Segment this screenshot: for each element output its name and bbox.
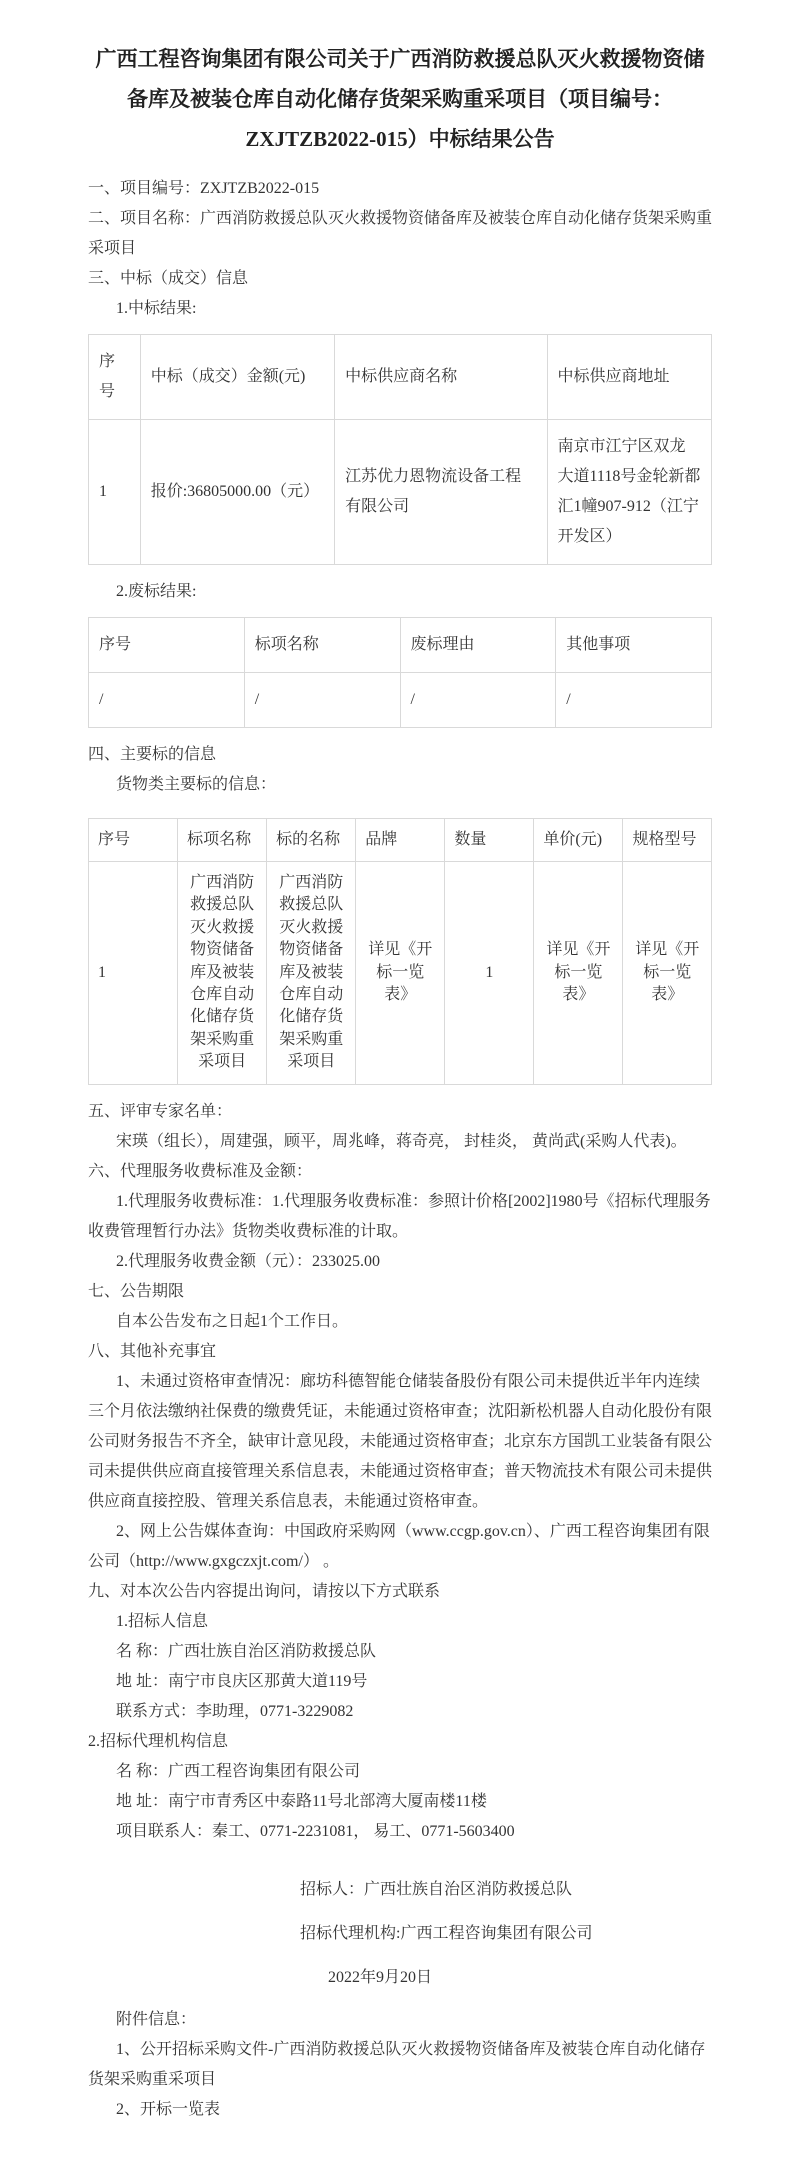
- win-header-amount: 中标（成交）金额(元): [140, 334, 334, 419]
- attachments-block: [88, 2005, 712, 2125]
- page-title-line-3: ZXJTZB2022-015）中标结果公告: [245, 126, 555, 151]
- win-cell-supplier-name: 江苏优力恩物流设备工程有限公司: [335, 419, 547, 564]
- section-experts-heading: 五、评审专家名单：: [88, 1102, 233, 1120]
- agency-info-label: 2.招标代理机构信息: [88, 1732, 229, 1750]
- goods-row: [89, 862, 712, 1085]
- win-cell-seq: 1: [89, 419, 141, 564]
- attachment-item-1: 1、公开招标采购文件-广西消防救援总队灭火救援物资储备库及被装仓库自动化储存货架采购重采项目: [88, 2040, 706, 2088]
- win-header-seq: 序号: [89, 334, 141, 419]
- fail-result-table: [88, 617, 712, 728]
- signature-block: [88, 1875, 712, 1993]
- goods-header-brand: 品牌: [356, 818, 445, 861]
- goods-header-quantity: 数量: [445, 818, 534, 861]
- purchaser-info-label: 1.招标人信息: [116, 1612, 209, 1630]
- page-title-line-2: 备库及被装仓库自动化储存货架采购重采项目（项目编号：: [127, 86, 673, 111]
- signature-agency: 招标代理机构:广西工程咨询集团有限公司: [300, 1924, 593, 1942]
- section-contact-heading: 九、对本次公告内容提出询问，请按以下方式联系: [88, 1582, 441, 1600]
- announcement-period-text: 自本公告发布之日起1个工作日。: [116, 1312, 349, 1330]
- fail-result-header-row: [89, 617, 712, 672]
- other-matters-paragraph-2: 2、网上公告媒体查询：中国政府采购网（www.ccgp.gov.cn）、广西工程咨询集团有限公司（http://www.gxgczxjt.com/） 。: [88, 1522, 710, 1570]
- goods-info-label: 货物类主要标的信息：: [116, 775, 277, 793]
- win-result-header-row: [89, 334, 712, 419]
- section-project-number: 一、项目编号：ZXJTZB2022-015: [88, 179, 320, 197]
- signature-date: 2022年9月20日: [328, 1968, 433, 1986]
- goods-header-subject-name: 标的名称: [267, 818, 356, 861]
- section-agency-fee-heading: 六、代理服务收费标准及金额：: [88, 1162, 313, 1180]
- agency-address: 地 址：南宁市青秀区中泰路11号北部湾大厦南楼11楼: [116, 1792, 487, 1810]
- win-cell-supplier-address: 南京市江宁区双龙大道1118号金轮新都汇1幢907-912（江宁开发区）: [547, 419, 711, 564]
- goods-cell-quantity: 1: [445, 862, 534, 1085]
- fail-cell-item-name: /: [244, 672, 400, 727]
- fail-cell-other: /: [556, 672, 712, 727]
- purchaser-address: 地 址：南宁市良庆区那黄大道119号: [116, 1672, 368, 1690]
- section-other-matters-heading: 八、其他补充事宜: [88, 1342, 217, 1360]
- agency-fee-amount: 2.代理服务收费金额（元）：233025.00: [116, 1252, 381, 1270]
- agency-fee-standard: 1.代理服务收费标准：1.代理服务收费标准：参照计价格[2002]1980号《招标代理服务收费管理暂行办法》货物类收费标准的计取。: [88, 1192, 711, 1240]
- purchaser-contact: 联系方式：李助理，0771-3229082: [116, 1702, 354, 1720]
- win-result-label: 1.中标结果:: [116, 299, 197, 317]
- goods-cell-spec: 详见《开标一览表》: [623, 862, 712, 1085]
- win-cell-amount: 报价:36805000.00（元）: [140, 419, 334, 564]
- fail-header-other: 其他事项: [556, 617, 712, 672]
- fail-header-item-name: 标项名称: [244, 617, 400, 672]
- section-award-info-heading: 三、中标（成交）信息: [88, 269, 249, 287]
- page-title-line-1: 广西工程咨询集团有限公司关于广西消防救援总队灭火救援物资储: [95, 47, 705, 71]
- fail-result-row: [89, 672, 712, 727]
- attachments-label: 附件信息：: [116, 2010, 197, 2028]
- attachment-item-2: 2、开标一览表: [116, 2100, 221, 2118]
- goods-header-item-name: 标项名称: [178, 818, 267, 861]
- section-announcement-period-heading: 七、公告期限: [88, 1282, 185, 1300]
- agency-name: 名 称：广西工程咨询集团有限公司: [116, 1762, 361, 1780]
- experts-names: 宋瑛（组长），周建强，顾平，周兆峰，蒋奇亮， 封桂炎， 黄尚武(采购人代表)。: [116, 1132, 687, 1150]
- page-title: [88, 40, 712, 160]
- fail-cell-reason: /: [400, 672, 556, 727]
- goods-cell-unit-price: 详见《开标一览表》: [534, 862, 623, 1085]
- purchaser-name: 名 称：广西壮族自治区消防救援总队: [116, 1642, 377, 1660]
- agency-contact: 项目联系人：秦工、0771-2231081， 易工、0771-5603400: [116, 1822, 515, 1840]
- fail-header-reason: 废标理由: [400, 617, 556, 672]
- goods-header-spec: 规格型号: [623, 818, 712, 861]
- other-matters-paragraph-1: 1、未通过资格审查情况：廊坊科德智能仓储装备股份有限公司未提供近半年内连续三个月依法缴纳社保费的缴费凭证，未能通过资格审查；沈阳新松机器人自动化股份有限公司财务报告不齐全，缺审计意见段，未能通过资格审查；北京东方国凯工业装备有限公司未提供供应商直接管理关系信息表，未能通过资格审查；普天物流技术有限公司未提供供应商直接控股、管理关系信息表，未能通过资格审查。: [88, 1372, 713, 1510]
- win-header-supplier-address: 中标供应商地址: [547, 334, 711, 419]
- goods-header-seq: 序号: [89, 818, 178, 861]
- goods-cell-seq: 1: [89, 862, 178, 1085]
- section-main-subject-heading: 四、主要标的信息: [88, 745, 217, 763]
- win-header-supplier-name: 中标供应商名称: [335, 334, 547, 419]
- goods-header-unit-price: 单价(元): [534, 818, 623, 861]
- signature-purchaser: 招标人：广西壮族自治区消防救援总队: [300, 1880, 573, 1898]
- goods-cell-brand: 详见《开标一览表》: [356, 862, 445, 1085]
- fail-header-seq: 序号: [89, 617, 245, 672]
- win-result-row: [89, 419, 712, 564]
- section-project-name: 二、项目名称：广西消防救援总队灭火救援物资储备库及被装仓库自动化储存货架采购重采项目: [88, 209, 713, 257]
- fail-result-label: 2.废标结果:: [116, 582, 197, 600]
- goods-cell-item-name: 广西消防救援总队灭火救援物资储备库及被装仓库自动化储存货架采购重采项目: [178, 862, 267, 1085]
- goods-cell-subject-name: 广西消防救援总队灭火救援物资储备库及被装仓库自动化储存货架采购重采项目: [267, 862, 356, 1085]
- win-result-table: [88, 334, 712, 565]
- goods-subject-table: [88, 818, 712, 1085]
- goods-header-row: [89, 818, 712, 861]
- fail-cell-seq: /: [89, 672, 245, 727]
